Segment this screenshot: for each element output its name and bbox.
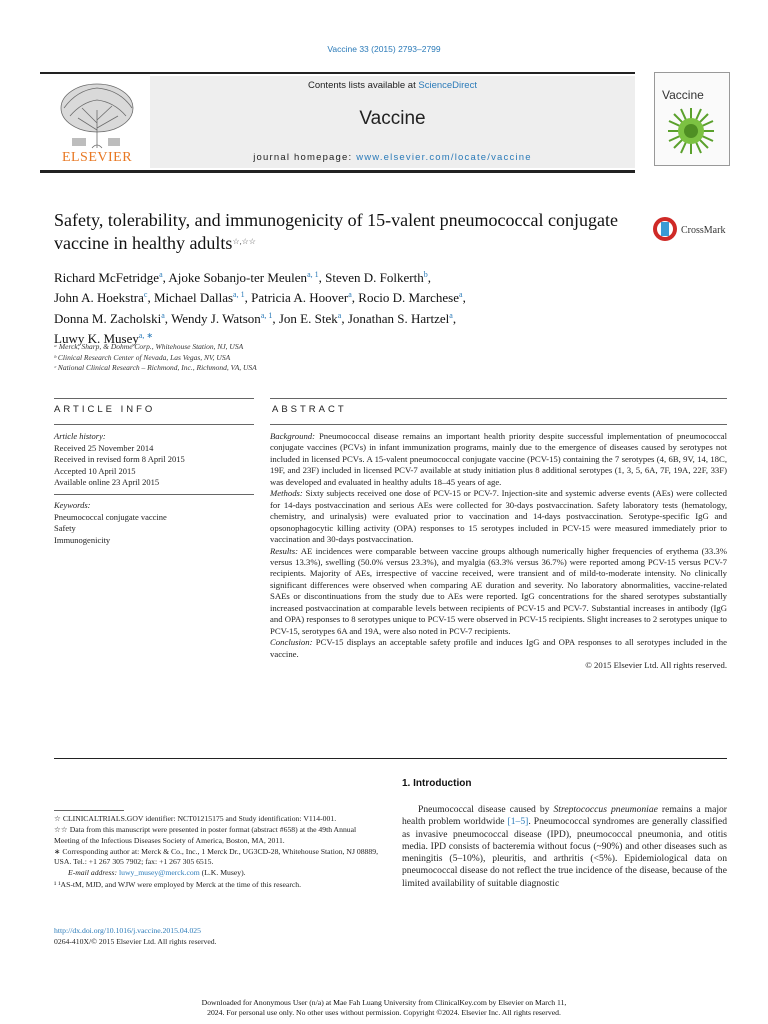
- footnote-item: ∗ Corresponding author at: Merck & Co., Inc., 1 Merck Dr., UG3CD-28, Whitehouse Station, NJ 08889, USA. Tel.: +1 267 305 7902; fax: +1 267 305 6515.: [54, 846, 379, 867]
- keywords: [54, 500, 264, 546]
- keyword-item: Pneumococcal conjugate vaccine: [54, 511, 167, 522]
- cover-title: Vaccine: [662, 88, 704, 102]
- author-affil-mark[interactable]: a, 1: [307, 270, 319, 279]
- history-item: Received 25 November 2014: [54, 442, 154, 453]
- footnote-item: ☆☆ Data from this manuscript were presented in poster format (abstract #658) at the 49th Annual Meeting of the Infectious Diseases Society of America, Boston, MA, 2011.: [54, 825, 357, 845]
- footnote-item: ☆ CLINICALTRIALS.GOV identifier: NCT01215175 and Study identification: V114-001.: [54, 814, 337, 823]
- abstract-background: Background: Pneumococcal disease remains an important health priority despite successful implementation of pneumococcal conjugate vaccines (PCVs) in infant immunization programs, mainly due to the emergence of diseases caused by serotypes not included in licensed PCVs. A 15-valent pneumococcal conjugate vaccine (PCV-15) containing the 7 serotypes (4, 6B, 9V, 14, 18C, 19F, and 23F) included in licensed PCV-7 available at study initiation plus 8 additional serotypes (1, 3, 5, 6A, 7F, 19A, 22F, 33F) was developed and evaluated in healthy adults 18–45 years of age.: [270, 431, 727, 487]
- author-affil-mark[interactable]: a, 1: [260, 310, 273, 320]
- header-rule-bottom: [40, 170, 635, 173]
- abstract-copyright: © 2015 Elsevier Ltd. All rights reserved.: [585, 660, 727, 671]
- author-name[interactable]: Jon E. Stek: [278, 310, 338, 326]
- author-affil-mark[interactable]: a, ∗: [138, 330, 154, 340]
- download-notice: [0, 998, 768, 1018]
- author-affil-mark[interactable]: a: [459, 290, 463, 300]
- article-info-heading: ARTICLE INFO: [54, 404, 156, 415]
- author-name[interactable]: Donna M. Zacholski: [54, 310, 162, 326]
- author-affil-mark[interactable]: b: [423, 270, 428, 279]
- section-divider: [54, 758, 727, 759]
- crossmark-badge[interactable]: [652, 214, 742, 244]
- keywords-rule: [54, 494, 254, 495]
- history-item: Received in revised form 8 April 2015: [54, 454, 185, 464]
- download-line: 2024. For personal use only. No other uses without permission. Copyright ©2024. Elsevier Inc. All rights reserved.: [207, 1008, 561, 1017]
- affiliation-list: [54, 342, 454, 374]
- title-footnote-marks[interactable]: ☆,☆☆: [232, 237, 256, 246]
- abstract-body: [270, 431, 727, 672]
- author-name[interactable]: Richard McFetridge: [54, 270, 160, 285]
- article-history: [54, 431, 264, 489]
- journal-homepage: journal homepage: www.elsevier.com/locate/vaccine: [253, 152, 532, 163]
- history-item: Accepted 10 April 2015: [54, 465, 136, 476]
- elsevier-wordmark: ELSEVIER: [61, 150, 133, 165]
- footnotes: [54, 814, 382, 891]
- author-name[interactable]: John A. Hoekstra: [54, 290, 144, 306]
- download-line: Downloaded for Anonymous User (n/a) at Mae Fah Luang University from ClinicalKey.com by Elsevier on March 11,: [201, 998, 567, 1007]
- abstract-methods: Methods: Sixty subjects received one dose of PCV-15 or PCV-7. Injection-site and systemic adverse events (AEs) were collected for 14-days postvaccination and serious AEs were collected for 30-days postvaccination. Safety laboratory tests (hematology, chemistry, and urinalysis) were evaluated prior to vaccination and 14-days postvaccination. Serotype-specific IgG and opsonophagocytic killing activity (OPA) responses to 15 serotypes included in PCV-15 were measured immediately prior to vaccination and 30-days postvaccination.: [270, 488, 727, 545]
- author-name[interactable]: Wendy J. Watson: [171, 310, 261, 326]
- author-affil-mark[interactable]: c: [143, 290, 148, 300]
- affiliation-item: ᶜ National Clinical Research – Richmond, Inc., Richmond, VA, USA: [54, 363, 257, 372]
- author-name[interactable]: Rocio D. Marchese: [358, 290, 460, 306]
- footnote-email: E-mail address: luwy_musey@merck.com (L.K. Musey).: [68, 868, 246, 878]
- author-list: Richard McFetridge$^a$, Ajoke Sobanjo-ter Meulen$^{a, 1}$, Steven D. Folkerth$^b$, John A. Hoekstra$^c$, Michael Dallas$^{a, 1}$, Patricia A. Hoover$^a$, Rocio D. Marchese$^a$, Donna M. Zacholski$^a$, Wendy J. Watson$^{a, 1}$, Jon E. Stek$^a$, Jonathan S. Hartzel$^a$, Luwy K. Musey$^{a, ∗}$: [54, 270, 466, 346]
- keyword-item: Safety: [54, 523, 76, 533]
- crossmark-label: CrossMark: [681, 225, 726, 236]
- affiliation-item: ᵇ Clinical Research Center of Nevada, Las Vegas, NV, USA: [54, 352, 231, 362]
- abstract-results: Results: AE incidences were comparable between vaccine groups although numerically higher frequencies of erythema (33.3% versus 13.3%), swelling (50.0% versus 23.3%), and myalgia (63.3% versus 36.7%) were reported among PCV-15 versus PCV-7 recipients. Majority of AEs, irrespective of vaccine received, were transient and of mild-to-moderate intensity. No clinically significant differences were observed when comparing AE duration and severity. No laboratory abnormalities, vaccine-related SAEs or discontinuations from the study due to AEs were reported. IgG concentrations for the shared serotypes substantially increased postvaccination at comparable levels between recipients of PCV-15 and PCV-7. Substantial increases in antibody (IgG and OPA) responses to 8 serotypes unique to PCV-15 were observed in PCV-15 recipients. Slight increases to 2 serotypes unique to PCV-15, serotypes 6A and 19A, were also noted in PCV-7 recipients.: [270, 545, 727, 636]
- author-affil-mark[interactable]: a: [337, 310, 342, 320]
- author-affil-mark[interactable]: a: [348, 290, 352, 300]
- abstract-heading: ABSTRACT: [272, 404, 347, 415]
- sciencedirect-link[interactable]: ScienceDirect: [418, 80, 477, 91]
- author-name[interactable]: Steven D. Folkerth: [325, 270, 424, 285]
- author-name[interactable]: Jonathan S. Hartzel: [347, 310, 450, 326]
- intro-paragraph: Pneumococcal disease caused by Streptococcus pneumoniae remains a major health problem worldwide [1–5]. Pneumococcal syndromes are generally classified as invasive pneumococcal disease (IPD), pneumococcal pneumonia, and otitis media. IPD consists of bacteremia without focus (~90%) and other diseases such as meningitis (5–10%), pleuritis, and arthritis (<5%). Epidemiological data on pneumococcal disease do not reflect the true incidence of the disease, because of the limited availability of suitable diagnostic: [402, 804, 728, 889]
- journal-name: Vaccine: [359, 108, 426, 129]
- homepage-link[interactable]: www.elsevier.com/locate/vaccine: [356, 152, 532, 163]
- article-info-rule-top: [54, 398, 254, 399]
- abstract-rule-top: [270, 398, 727, 399]
- reference-link[interactable]: [1–5]: [507, 816, 529, 828]
- intro-heading: 1. Introduction: [402, 778, 472, 789]
- doi-link[interactable]: http://dx.doi.org/10.1016/j.vaccine.2015.04.025: [54, 926, 201, 935]
- author-affil-mark[interactable]: a: [449, 310, 453, 320]
- header-rule-top: [40, 72, 635, 74]
- journal-citation[interactable]: Vaccine 33 (2015) 2793–2799: [327, 44, 441, 54]
- author-name[interactable]: Patricia A. Hoover: [251, 290, 349, 306]
- affiliation-item: ᵃ Merck, Sharp, & Dohme Corp., Whitehouse Station, NJ, USA: [54, 342, 244, 351]
- issn-line: 0264-410X/© 2015 Elsevier Ltd. All rights reserved.: [54, 936, 217, 946]
- author-affil-mark[interactable]: a: [161, 310, 165, 320]
- author-name[interactable]: Luwy K. Musey: [54, 330, 139, 346]
- article-info-rule: [54, 424, 254, 425]
- author-affil-mark[interactable]: a: [159, 270, 163, 279]
- author-name[interactable]: Michael Dallas: [153, 290, 234, 306]
- abstract-rule: [270, 424, 727, 425]
- author-affil-mark[interactable]: a, 1: [233, 290, 245, 300]
- keyword-item: Immunogenicity: [54, 534, 111, 545]
- virus-cover-image: [664, 104, 718, 158]
- footnote-rule: [54, 810, 124, 811]
- footnote-item: ¹ ¹AS-tM, MJD, and WJW were employed by Merck at the time of this research.: [54, 879, 302, 889]
- doi-block: [54, 926, 217, 947]
- author-name[interactable]: Ajoke Sobanjo-ter Meulen: [168, 270, 308, 285]
- contents-available: Contents lists available at ScienceDirect: [308, 80, 477, 91]
- article-title: Safety, tolerability, and immunogenicity of 15-valent pneumococcal conjugate vaccine in healthy adults☆,☆☆: [54, 210, 618, 253]
- history-label: Article history:: [54, 431, 106, 441]
- history-item: Available online 23 April 2015: [54, 477, 160, 487]
- abstract-conclusion: Conclusion: PCV-15 displays an acceptable safety profile and induces IgG and OPA responses to all serotypes included in the vaccine.: [270, 637, 727, 659]
- keywords-label: Keywords:: [54, 500, 91, 510]
- email-link[interactable]: luwy_musey@merck.com: [118, 868, 200, 878]
